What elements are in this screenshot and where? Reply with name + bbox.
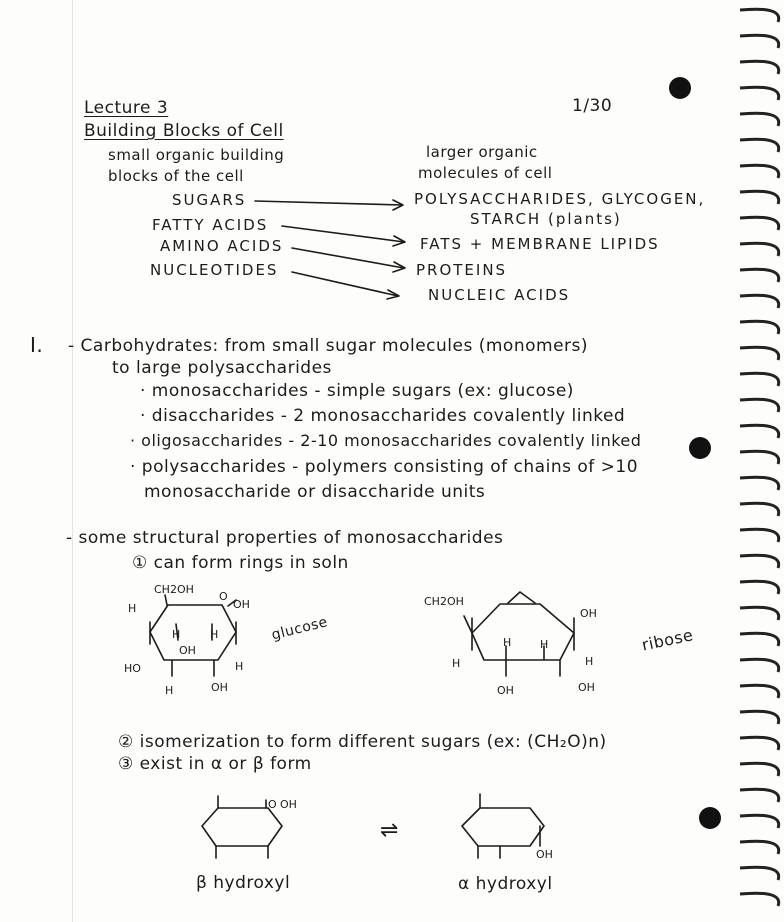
glucose-ho-c4: HO — [124, 662, 141, 675]
glucose-ch2oh: CH2OH — [154, 583, 194, 596]
arrow-nucleotides — [292, 272, 399, 299]
large-item-proteins: PROTEINS — [416, 261, 508, 279]
bullet-polysaccharides: · polysaccharides - polymers consisting of chains of >10 — [130, 457, 639, 477]
ribose-oh-c2: OH — [578, 681, 595, 694]
punch-hole-bottom — [699, 807, 721, 829]
ribose-h-c2: H — [540, 638, 549, 651]
bullet-disaccharides: · disaccharides - 2 monosaccharides covalently linked — [140, 406, 626, 426]
property-item-3: ③ exist in α or β form — [118, 754, 312, 774]
small-heading-line2: blocks of the cell — [108, 167, 244, 185]
large-heading-line1: larger organic — [426, 143, 538, 161]
punch-hole-middle — [689, 437, 711, 459]
arrow-sugars — [255, 200, 403, 210]
section-intro-line2: to large polysaccharides — [112, 358, 332, 378]
glucose-h-c2: H — [210, 628, 219, 641]
arrow-amino-acids — [292, 248, 405, 272]
section-intro-line1: - Carbohydrates: from small sugar molecules (monomers) — [68, 336, 589, 356]
ribose-h-c4: H — [452, 657, 461, 670]
beta-oh: OH — [280, 798, 297, 811]
ribose-oh-c1: OH — [580, 607, 597, 620]
small-item-sugars: SUGARS — [172, 191, 247, 209]
large-item-polysaccharides: POLYSACCHARIDES, GLYCOGEN, — [414, 190, 706, 208]
glucose-h-c4: H — [172, 628, 181, 641]
small-item-amino-acids: AMINO ACIDS — [160, 237, 284, 255]
properties-heading: - some structural properties of monosaccharides — [66, 528, 504, 548]
equilibrium-arrow: ⇌ — [380, 818, 399, 843]
large-item-starch: STARCH (plants) — [470, 210, 622, 228]
alpha-ring — [462, 794, 544, 858]
ribose-ring — [464, 592, 574, 676]
large-heading-line2: molecules of cell — [418, 164, 553, 182]
glucose-h-c1: H — [235, 660, 244, 673]
glucose-oh-c3: OH — [179, 644, 196, 657]
ribose-ch2oh: CH2OH — [424, 595, 464, 608]
small-heading-line1: small organic building — [108, 146, 285, 164]
lecture-date: 1/30 — [572, 96, 613, 116]
glucose-h-c5: H — [128, 602, 137, 615]
arrow-fatty-acids — [282, 226, 405, 246]
bullet-monosaccharides: · monosaccharides - simple sugars (ex: glucose) — [140, 381, 574, 401]
beta-ring — [202, 796, 282, 858]
property-item-1: ① can form rings in soln — [132, 553, 349, 573]
punch-hole-top — [669, 77, 691, 99]
property-item-2: ② isomerization to form different sugars (ex: (CH₂O)n) — [118, 732, 607, 752]
glucose-oh-c2: OH — [211, 681, 228, 694]
beta-hydroxyl-label: β hydroxyl — [196, 873, 291, 893]
glucose-oh-c1: OH — [233, 598, 250, 611]
ribose-h-c3: H — [503, 636, 512, 649]
ribose-label: ribose — [640, 625, 695, 655]
large-item-fats: FATS + MEMBRANE LIPIDS — [420, 235, 660, 253]
glucose-label: glucose — [270, 614, 330, 644]
bullet-polysaccharides-cont: monosaccharide or disaccharide units — [144, 482, 486, 502]
lecture-topic: Building Blocks of Cell — [84, 121, 284, 141]
ribose-oh-c3: OH — [497, 684, 514, 697]
ribose-h-c1: H — [585, 655, 594, 668]
lecture-title: Lecture 3 — [84, 98, 169, 118]
small-item-nucleotides: NUCLEOTIDES — [150, 261, 279, 279]
glucose-ring-o: O — [219, 590, 228, 603]
section-numeral: I. — [30, 333, 44, 357]
glucose-ring — [150, 595, 236, 676]
alpha-oh: OH — [536, 848, 553, 861]
large-item-nucleic-acids: NUCLEIC ACIDS — [428, 286, 571, 304]
beta-ring-o: O — [268, 798, 277, 811]
small-item-fatty-acids: FATTY ACIDS — [152, 216, 269, 234]
bullet-oligosaccharides: · oligosaccharides - 2-10 monosaccharides covalently linked — [130, 431, 642, 450]
glucose-h-c3: H — [165, 684, 174, 697]
spiral-binding — [740, 9, 779, 906]
alpha-hydroxyl-label: α hydroxyl — [458, 874, 553, 894]
